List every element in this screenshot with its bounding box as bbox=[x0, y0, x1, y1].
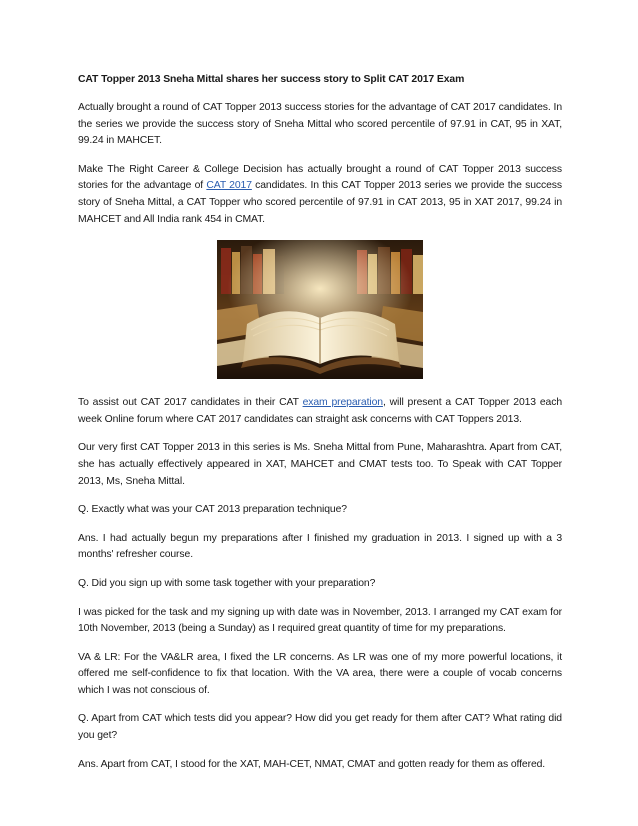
document-page bbox=[78, 72, 562, 785]
paragraph-intro: Actually brought a round of CAT Topper 2013 success stories for the advantage of CAT 2017 candidates. In the series we provide the success story of Sneha Mittal who scored percentile of 97.91 in CAT, 95 in XAT, 99.24 in MAHCET. bbox=[78, 102, 562, 147]
paragraph-text: Make The Right Career & College Decision has actually brought a round of CAT Topper 2013 success stories for the advantage of bbox=[78, 163, 562, 192]
answer-preparation-technique: Ans. I had actually begun my preparations after I finished my graduation in 2013. I signed up with a 3 months' refresher course. bbox=[78, 532, 562, 561]
paragraph-first-topper: Our very first CAT Topper 2013 in this series is Ms. Sneha Mittal from Pune, Maharashtra. Apart from CAT, she has actually effectively appeared in XAT, MAHCET and CMAT tests too. To Speak with CAT Topper 2013, Ms, Sneha Mittal. bbox=[78, 442, 562, 487]
question-job: Q. Did you sign up with some task together with your preparation? bbox=[78, 577, 376, 589]
paragraph-career-decision bbox=[78, 162, 562, 228]
paragraph-va-lr: VA & LR: For the VA&LR area, I fixed the LR concerns. As LR was one of my more powerful locations, it offered me self-confidence to fix that location. With the VA area, there were a couple of vocab concerns which I was not conscious of. bbox=[78, 651, 562, 696]
open-book-image bbox=[217, 240, 423, 379]
question-preparation-technique: Q. Exactly what was your CAT 2013 preparation technique? bbox=[78, 504, 347, 516]
answer-job: I was picked for the task and my signing up with date was in November, 2013. I arranged my CAT exam for 10th November, 2013 (being a Sunday) as I required great quantity of time for my preparations. bbox=[78, 606, 562, 635]
question-other-tests: Q. Apart from CAT which tests did you appear? How did you get ready for them after CAT? What rating did you get? bbox=[78, 713, 562, 742]
answer-other-tests: Ans. Apart from CAT, I stood for the XAT, MAH-CET, NMAT, CMAT and gotten ready for them as offered. bbox=[78, 758, 546, 770]
exam-preparation-link[interactable]: exam preparation bbox=[302, 397, 383, 409]
cat-2017-link[interactable]: CAT 2017 bbox=[206, 180, 252, 192]
paragraph-text: , will present a CAT Topper 2013 each week Online forum where CAT 2017 candidates can straight ask concerns with CAT Toppers 2013. bbox=[78, 397, 563, 425]
paragraph-text: To assist out CAT 2017 candidates in their CAT bbox=[78, 397, 303, 409]
paragraph-text: candidates. In this CAT Topper 2013 series we provide the success story of Sneha Mittal, a CAT Topper who scored percentile of 97.91 in CAT 2013, 95 in XAT 2017, 99.24 in MAHCET and All India rank 454 in CMAT. bbox=[78, 180, 562, 225]
books-photo bbox=[217, 240, 423, 379]
paragraph-forum bbox=[78, 395, 562, 428]
document-title: CAT Topper 2013 Sneha Mittal shares her success story to Split CAT 2017 Exam bbox=[78, 74, 465, 85]
